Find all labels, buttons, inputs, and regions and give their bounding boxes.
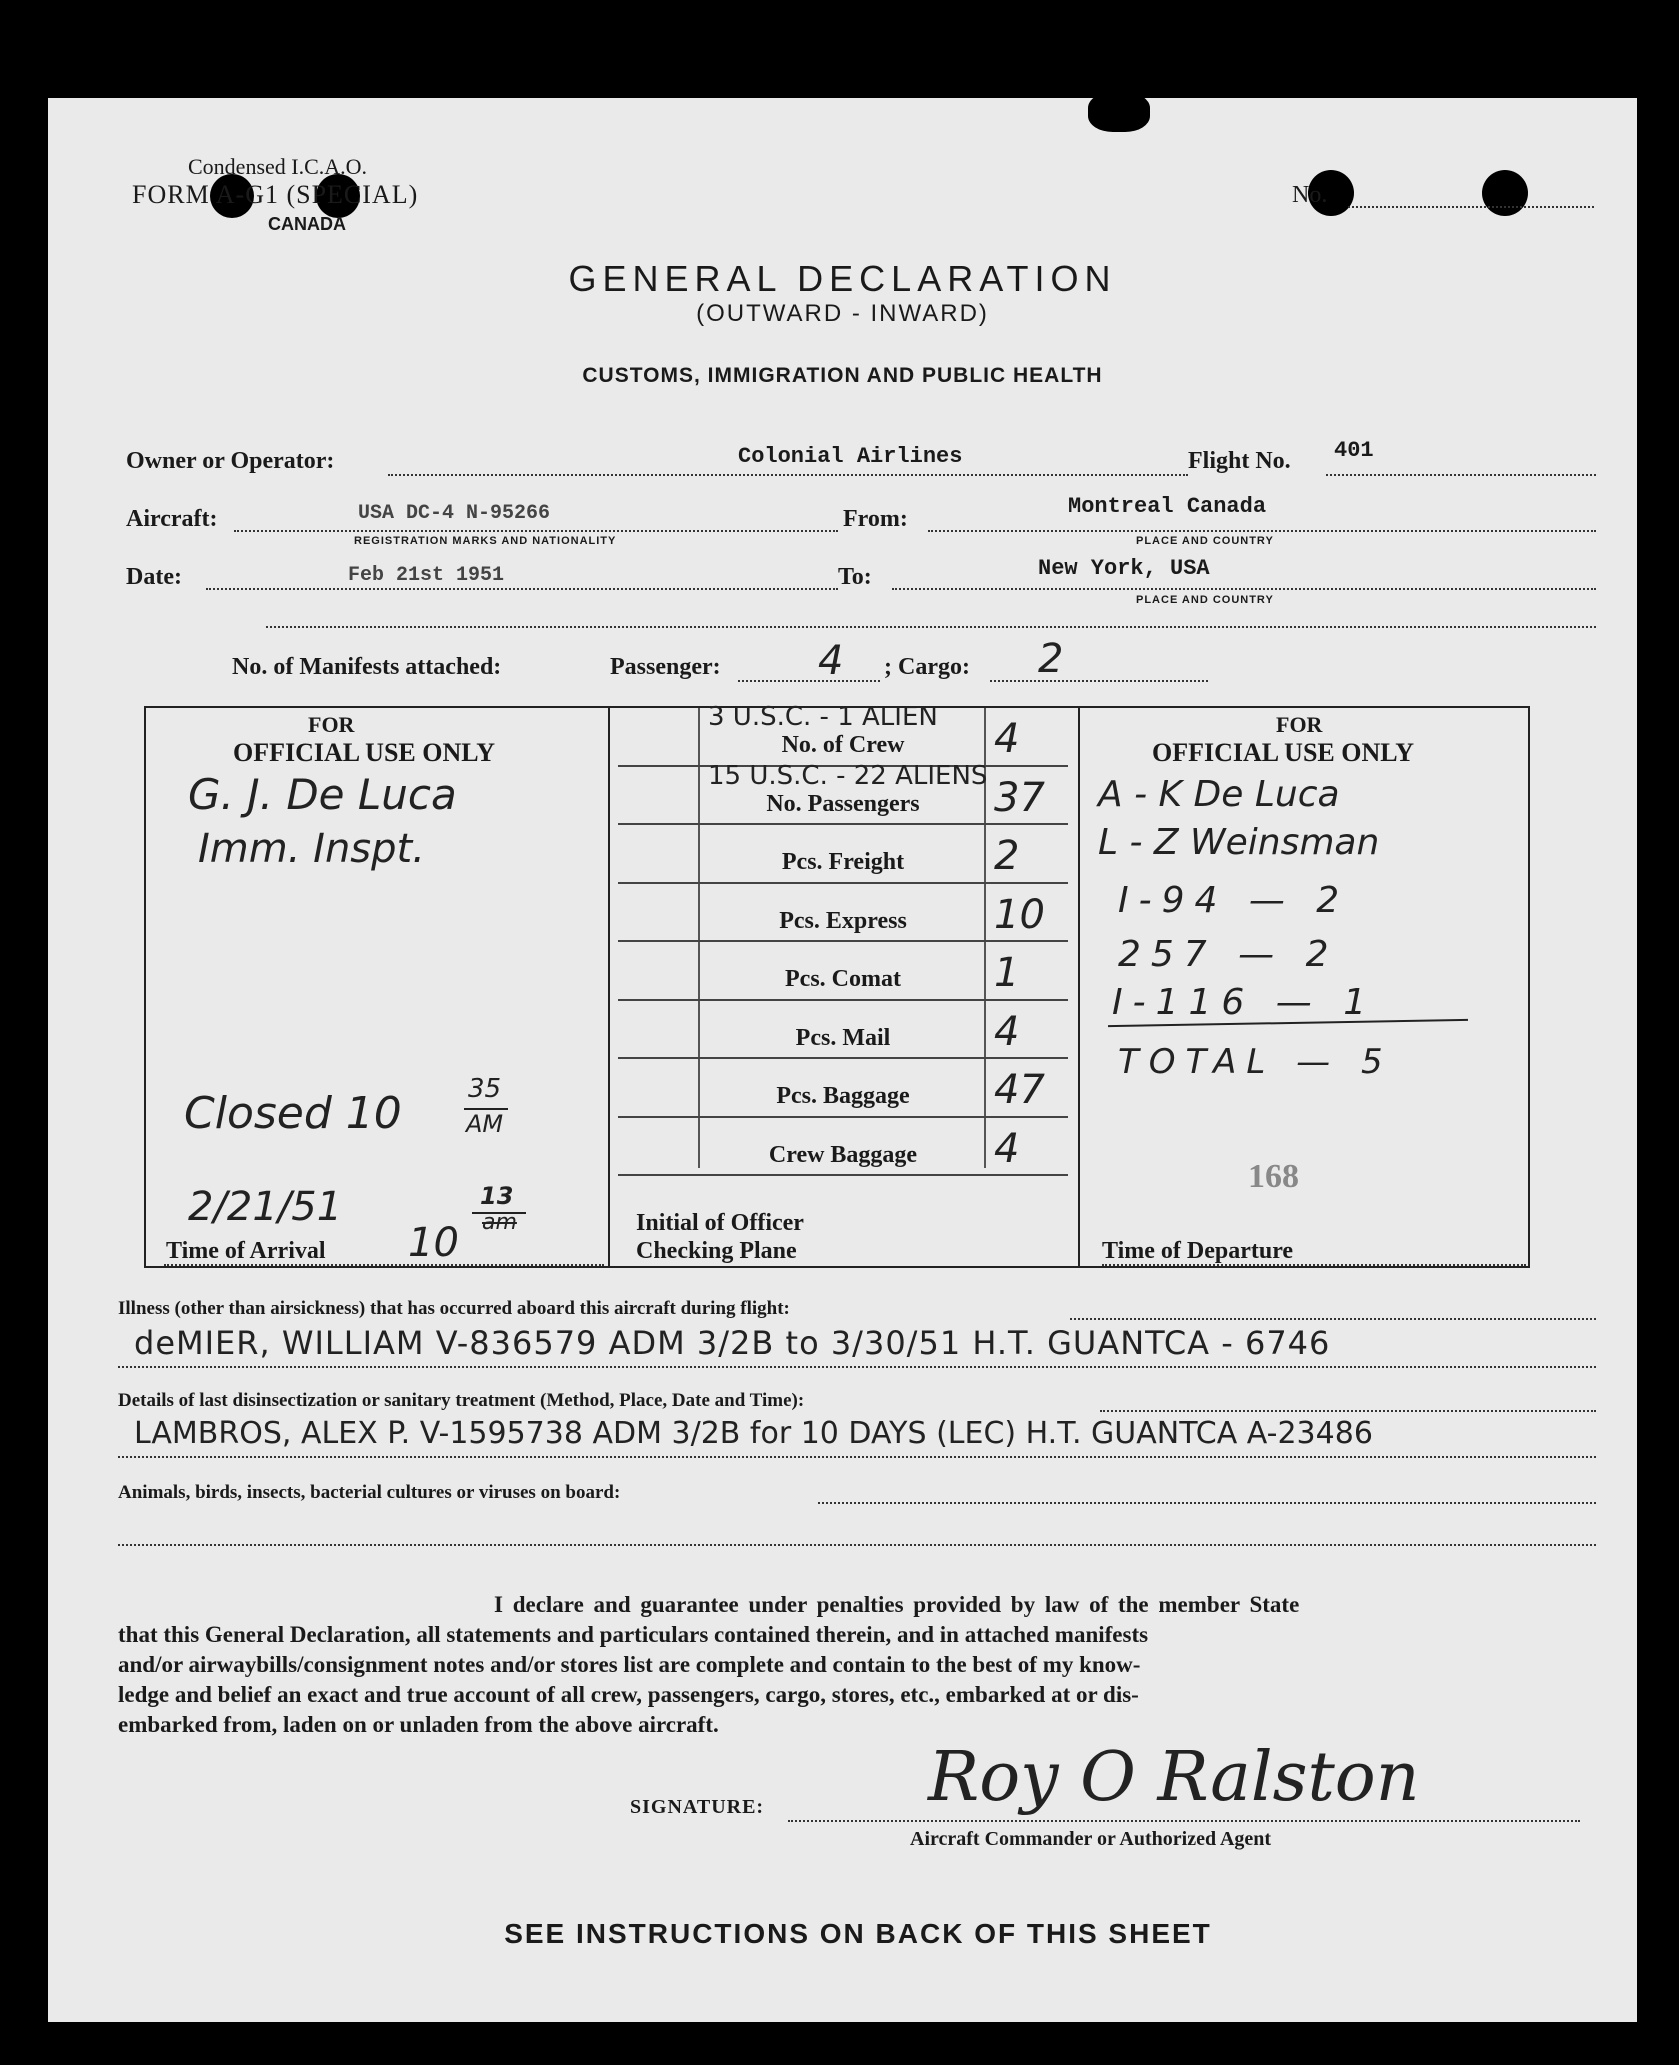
owner-value: Colonial Airlines (738, 444, 963, 469)
time-of-arrival-line (164, 1264, 604, 1266)
manifest-row-label: Pcs. Freight (781, 849, 905, 875)
owner-label: Owner or Operator: (126, 448, 335, 474)
signature-line (788, 1820, 1580, 1822)
closed-note: Closed 10 (184, 1088, 402, 1139)
closed-minutes: 35 (468, 1074, 502, 1104)
right-note-257: 257 — 2 (1118, 934, 1339, 975)
manifest-row-value: 10 (994, 891, 1045, 938)
disinsectization-value: LAMBROS, ALEX P. V-1595738 ADM 3/2B for 10 DAYS (LEC) H.T. GUANTCA A-23486 (134, 1416, 1373, 1451)
disinsectization-label: Details of last disinsectization or sanitary treatment (Method, Place, Date and Time): (118, 1390, 805, 1411)
date-label: Date: (126, 564, 182, 590)
aircraft-value: USA DC-4 N-95266 (358, 502, 551, 525)
right-note-l-z: L - Z Weinsman (1098, 822, 1380, 863)
manifest-row-label: Crew Baggage (768, 1141, 918, 1168)
stamp-number: 168 (1248, 1158, 1299, 1195)
document-page (48, 98, 1637, 2022)
page-subtitle: (OUTWARD - INWARD) (696, 300, 989, 327)
arrival-hour: 10 (408, 1220, 459, 1266)
declaration-line-4: ledge and belief an exact and true account of all crew, passengers, cargo, stores, etc., embarked at or dis- (118, 1682, 1139, 1707)
time-of-arrival-label: Time of Arrival (166, 1238, 326, 1264)
manifest-row-value: 37 (994, 774, 1045, 821)
passenger-label: Passenger: (610, 654, 721, 680)
signature-caption: Aircraft Commander or Authorized Agent (910, 1828, 1272, 1850)
manifest-row-note: 3 U.S.C. - 1 ALIEN (708, 702, 938, 732)
manifest-row-line (618, 1057, 1068, 1059)
arrival-minutes: 13 (480, 1182, 514, 1210)
left-heading-official: OFFICIAL USE ONLY (233, 738, 495, 767)
footer-instructions: SEE INSTRUCTIONS ON BACK OF THIS SHEET (504, 1918, 1212, 1949)
from-label: From: (843, 506, 908, 532)
initial-officer-label-1: Initial of Officer (636, 1210, 804, 1236)
to-caption: PLACE AND COUNTRY (1136, 594, 1274, 606)
aircraft-caption: REGISTRATION MARKS AND NATIONALITY (354, 535, 617, 547)
time-of-departure-label: Time of Departure (1102, 1238, 1294, 1264)
separator-line (266, 626, 1596, 628)
closed-ampm: AM (466, 1110, 504, 1138)
aircraft-label: Aircraft: (126, 506, 218, 532)
to-value: New York, USA (1038, 556, 1210, 581)
right-note-total: TOTAL — 5 (1118, 1042, 1393, 1082)
manifest-row-line (618, 823, 1068, 825)
flight-label: Flight No. (1188, 448, 1291, 474)
manifest-row-label: No. Passengers (766, 790, 920, 817)
passenger-value: 4 (818, 638, 844, 684)
manifest-row-value: 4 (994, 1008, 1020, 1055)
page-title: GENERAL DECLARATION (568, 258, 1117, 299)
to-line (892, 588, 1596, 590)
flight-value: 401 (1334, 438, 1374, 463)
manifest-row-value: 2 (994, 833, 1020, 879)
from-caption: PLACE AND COUNTRY (1136, 535, 1274, 547)
right-note-i94: I-94 — 2 (1118, 880, 1350, 921)
officer-signature: G. J. De Luca (188, 770, 457, 819)
manifests-label: No. of Manifests attached: (232, 654, 502, 680)
form-line-3: CANADA (268, 214, 346, 234)
box-divider-left (608, 706, 610, 1268)
number-line (1348, 206, 1594, 208)
manifest-row-line (618, 882, 1068, 884)
signature-label: SIGNATURE: (630, 1796, 765, 1818)
flight-line (1326, 474, 1596, 476)
manifest-row-label: Pcs. Mail (795, 1024, 891, 1051)
from-line (928, 530, 1596, 532)
manifest-row-value: 4 (994, 716, 1020, 762)
date-line (206, 588, 838, 590)
aircraft-line (234, 530, 838, 532)
manifest-row-value: 1 (994, 950, 1020, 996)
officer-title: Imm. Inspt. (198, 826, 425, 872)
manifest-row-line (618, 999, 1068, 1001)
to-label: To: (838, 564, 872, 590)
animals-line-1 (818, 1502, 1596, 1504)
right-heading-for: FOR (1276, 712, 1323, 737)
date-value: Feb 21st 1951 (348, 564, 505, 587)
manifest-row-label: Pcs. Comat (785, 966, 901, 992)
punch-hole (1482, 170, 1528, 216)
arrival-ampm: am (482, 1210, 517, 1235)
illness-line-1 (1070, 1318, 1596, 1320)
right-note-a-k: A - K De Luca (1098, 774, 1340, 815)
form-line-2: FORM A-G1 (SPECIAL) (132, 180, 419, 209)
initial-officer-label-2: Checking Plane (636, 1238, 797, 1264)
cargo-line (990, 680, 1208, 682)
manifest-row-label: Pcs. Baggage (776, 1083, 910, 1109)
illness-value: deMIER, WILLIAM V-836579 ADM 3/2B to 3/30/51 H.T. GUANTCA - 6746 (134, 1324, 1331, 1362)
declaration-line-1: I declare and guarantee under penalties provided by law of the member State (494, 1592, 1300, 1617)
animals-line-2 (118, 1544, 1596, 1546)
owner-line (388, 474, 1188, 476)
manifest-row-label: Pcs. Express (779, 907, 907, 934)
cargo-label: ; Cargo: (884, 654, 970, 680)
manifest-row-label: No. of Crew (781, 732, 905, 758)
left-heading-for: FOR (308, 712, 355, 737)
manifest-row-value: 4 (994, 1125, 1020, 1172)
disinsectization-line-1 (1100, 1410, 1596, 1412)
punch-hole (1088, 92, 1150, 132)
form-line-1: Condensed I.C.A.O. (188, 154, 368, 179)
manifest-row-line (618, 1174, 1068, 1176)
arrival-date: 2/21/51 (188, 1184, 343, 1230)
passenger-line (738, 680, 880, 682)
section-title: CUSTOMS, IMMIGRATION AND PUBLIC HEALTH (582, 364, 1103, 387)
illness-label: Illness (other than airsickness) that has occurred aboard this aircraft during flight: (118, 1298, 790, 1319)
right-heading-official: OFFICIAL USE ONLY (1152, 738, 1414, 767)
cargo-value: 2 (1038, 636, 1064, 682)
time-of-departure-line (1102, 1264, 1526, 1266)
box-divider-right (1078, 706, 1080, 1268)
right-note-i116: I-116 — 1 (1112, 982, 1377, 1023)
illness-line-2 (118, 1366, 1596, 1368)
signature-value: Roy O Ralston (928, 1738, 1420, 1817)
manifest-row-line (618, 1116, 1068, 1118)
row-tick-column-left (698, 708, 700, 1168)
declaration-line-3: and/or airwaybills/consignment notes and/or stores list are complete and contain to the best of my know- (118, 1652, 1141, 1677)
number-label: No. (1292, 182, 1328, 208)
animals-label: Animals, birds, insects, bacterial cultures or viruses on board: (118, 1482, 621, 1503)
manifest-row-line (618, 940, 1068, 942)
manifest-row-value: 47 (994, 1067, 1045, 1113)
declaration-line-2: that this General Declaration, all statements and particulars contained therein, and in attached manifests (118, 1622, 1149, 1647)
declaration-line-5: embarked from, laden on or unladen from the above aircraft. (118, 1712, 719, 1737)
disinsectization-line-2 (118, 1456, 1596, 1458)
manifest-row-note: 15 U.S.C. - 22 ALIENS (708, 760, 988, 791)
from-value: Montreal Canada (1068, 494, 1267, 519)
